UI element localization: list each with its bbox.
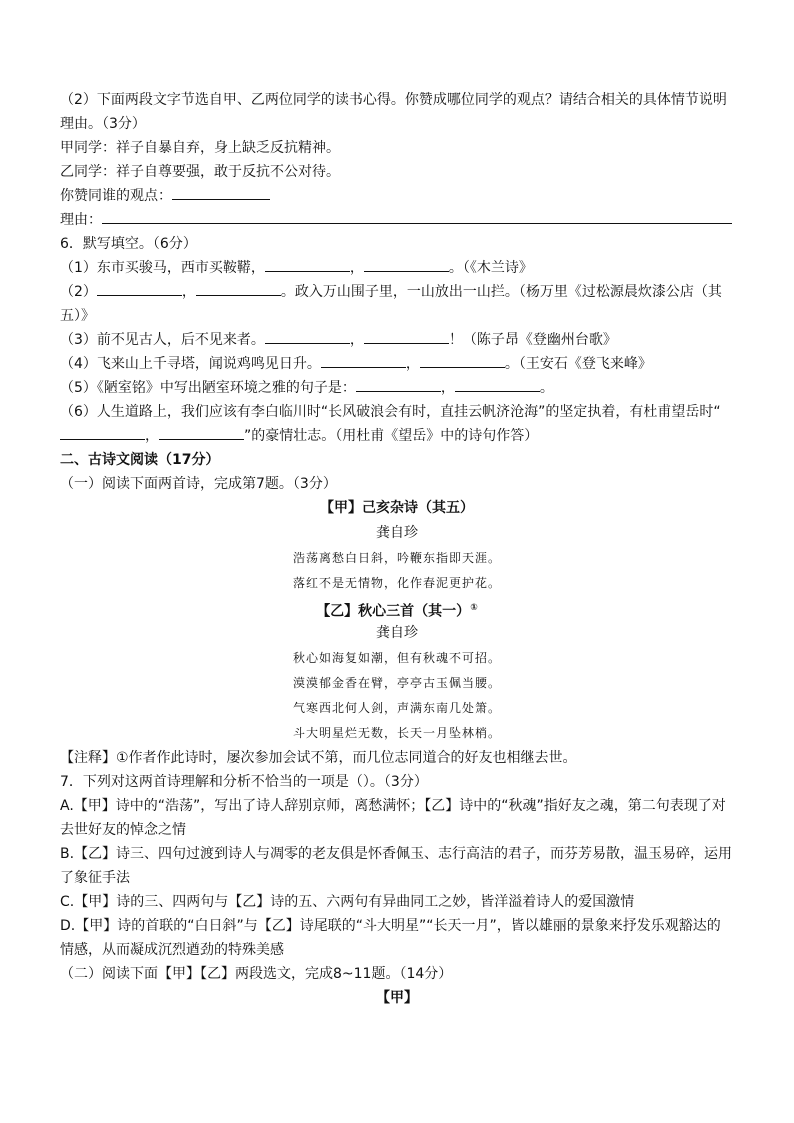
q7-question: 7．下列对这两首诗理解和分析不恰当的一项是（）。（3分）: [60, 774, 428, 790]
passage-jia-heading: 【甲】: [376, 990, 418, 1006]
poem-yi-author: 龚自珍: [376, 625, 418, 641]
q7-option-b[interactable]: B.【乙】诗三、四句过渡到诗人与凋零的老友俱是怀香佩玉、志行高洁的君子，而芬芳易散，温玉易碎，运用了象征手法: [60, 846, 733, 886]
q6-item-1: [60, 256, 734, 280]
q6-5-sep: ，: [440, 380, 455, 396]
poem-jia-author: 龚自珍: [376, 525, 418, 541]
q5-2-jia-view: 甲同学：祥子自暴自弃，身上缺乏反抗精神。: [60, 140, 340, 156]
annotation: 【注释】①作者作此诗时，屡次参加会试不第，而几位志同道合的好友也相继去世。: [60, 750, 577, 766]
q6-3-blank-a[interactable]: [265, 328, 350, 344]
q7-option-c[interactable]: C.【甲】诗的三、四两句与【乙】诗的五、六两句有异曲同工之妙，皆洋溢着诗人的爱国激情: [60, 894, 635, 910]
q6-5-end: 。: [539, 380, 554, 396]
q6-3-sep: ，: [349, 332, 364, 348]
part-2-title: （二）阅读下面【甲】【乙】两段选文，完成8~11题。（14分）: [60, 966, 453, 982]
q6-5-text: （5）《陋室铭》中写出陋室环境之雅的句子是：: [60, 380, 356, 396]
q6-3-source: ！（陈子昂《登幽州台歌》: [448, 332, 617, 348]
q6-1-sep: ，: [349, 260, 364, 276]
q6-6-blank-a[interactable]: [60, 424, 145, 440]
q6-item-2: [60, 280, 734, 328]
poem-yi-title-row: [60, 596, 734, 620]
q6-5-blank-b[interactable]: [455, 376, 540, 392]
reason-blank[interactable]: [102, 208, 732, 224]
q6-2-blank-a[interactable]: [97, 280, 182, 296]
poem-yi-line: 漠漠郁金香在臂，亭亭古玉佩当腰。: [292, 676, 501, 690]
q6-2-blank-b[interactable]: [196, 280, 281, 296]
poem-yi-title: 【乙】秋心三首（其一）: [316, 603, 471, 620]
q6-1-source: 。（《木兰诗》: [448, 260, 533, 276]
q6-6-open-quote: “: [713, 404, 721, 420]
q5-2-agree-row: [60, 184, 734, 208]
q6-5-blank-a[interactable]: [356, 376, 441, 392]
q6-item-4: [60, 352, 734, 376]
q6-item-5: [60, 376, 734, 400]
q6-title: 6．默写填空。（6分）: [60, 236, 197, 252]
q6-1-blank-a[interactable]: [265, 256, 350, 272]
q6-4-blank-b[interactable]: [420, 352, 505, 368]
q5-2-reason-row: [60, 208, 734, 232]
q6-3-blank-b[interactable]: [364, 328, 449, 344]
q6-item-6: [60, 400, 734, 448]
q6-6-blank-b[interactable]: [159, 424, 244, 440]
q6-2-sep: ，: [181, 284, 196, 300]
q6-2-source: 。政入万山围子里，一山放出一山拦。（杨万里《过松源晨炊漆公店（其五）》: [60, 284, 722, 324]
section-2-title: 二、古诗文阅读（17分）: [60, 452, 220, 468]
section-2-part-1: （一）阅读下面两首诗，完成第7题。（3分）: [60, 476, 337, 492]
q6-1-blank-b[interactable]: [364, 256, 449, 272]
exam-page: [60, 88, 734, 1010]
q6-2-text: （2）: [60, 284, 97, 300]
poem-jia-line: 浩荡离愁白日斜，吟鞭东指即天涯。: [292, 551, 501, 565]
reason-label: 理由：: [60, 212, 102, 228]
poem-jia-line: 落红不是无情物，化作春泥更护花。: [292, 576, 501, 590]
agree-label: 你赞同谁的观点：: [60, 188, 172, 204]
q6-1-text: （1）东市买骏马，西市买鞍鞯，: [60, 260, 265, 276]
q6-4-blank-a[interactable]: [321, 352, 406, 368]
q6-item-3: [60, 328, 734, 352]
q6-4-sep: ，: [405, 356, 420, 372]
q6-6-end: ”的豪情壮志。（用杜甫《望岳》中的诗句作答）: [244, 428, 539, 444]
poem-yi-note-mark: ①: [470, 603, 478, 613]
q6-6-text: （6）人生道路上，我们应该有李白临川时“长风破浪会有时，直挂云帆济沧海”的坚定执着，有杜甫望岳时: [60, 404, 714, 420]
q6-6-sep: ，: [145, 428, 159, 444]
agree-blank[interactable]: [172, 184, 270, 200]
q6-4-source: 。（王安石《登飞来峰》: [504, 356, 652, 372]
q5-2-question: （2）下面两段文字节选自甲、乙两位同学的读书心得。你赞成哪位同学的观点？请结合相关的具体情节说明理由。（3分）: [60, 92, 727, 132]
poem-yi-line: 秋心如海复如潮，但有秋魂不可招。: [292, 651, 501, 665]
poem-yi-line: 斗大明星烂无数，长天一月坠林梢。: [292, 726, 501, 740]
q7-option-a[interactable]: A.【甲】诗中的“浩荡”，写出了诗人辞别京师，离愁满怀；【乙】诗中的“秋魂”指好友之魂，第二句表现了对去世好友的悼念之情: [60, 798, 726, 838]
poem-jia-title: 【甲】己亥杂诗（其五）: [320, 500, 474, 516]
q5-2-yi-view: 乙同学：祥子自尊要强，敢于反抗不公对待。: [60, 164, 340, 180]
q7-option-d[interactable]: D.【甲】诗的首联的“白日斜”与【乙】诗尾联的“斗大明星”“长天一月”，皆以雄丽的景象来抒发乐观豁达的情感，从而凝成沉烈遒劲的特殊美感: [60, 918, 721, 958]
poem-yi-line: 气寒西北何人剑，声满东南几处箫。: [292, 701, 501, 715]
q6-3-text: （3）前不见古人，后不见来者。: [60, 332, 265, 348]
q6-4-text: （4）飞来山上千寻塔，闻说鸡鸣见日升。: [60, 356, 321, 372]
